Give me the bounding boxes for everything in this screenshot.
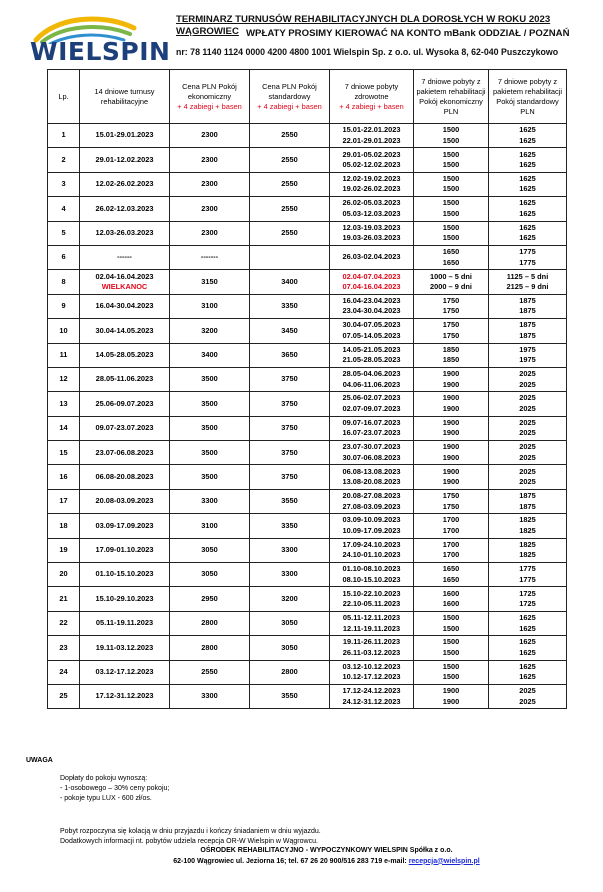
cell-package-eco: 1500 1500: [414, 636, 489, 660]
cell-package-std: 2025 2025: [489, 367, 567, 391]
cell-package-std: 2025 2025: [489, 684, 567, 708]
cell-turnus: 23.07-06.08.2023: [80, 441, 170, 465]
cell-lp: 13: [48, 392, 80, 416]
cell-package-eco: 1900 1900: [414, 392, 489, 416]
cell-price-std: 3750: [250, 416, 330, 440]
cell-package-std: 1775 1775: [489, 245, 567, 269]
cell-price-eco: 3100: [170, 514, 250, 538]
table-row: [48, 611, 567, 635]
cell-stays: 06.08-13.08.2023 13.08-20.08.2023: [330, 465, 414, 489]
cell-stays: 09.07-16.07.2023 16.07-23.07.2023: [330, 416, 414, 440]
cell-price-eco: 3100: [170, 294, 250, 318]
cell-price-std: 3750: [250, 367, 330, 391]
cell-turnus: 09.07-23.07.2023: [80, 416, 170, 440]
cell-lp: 5: [48, 221, 80, 245]
cell-package-std: 1875 1875: [489, 319, 567, 343]
cell-package-std: 1825 1825: [489, 538, 567, 562]
cell-package-eco: 1900 1900: [414, 441, 489, 465]
table-row: [48, 367, 567, 391]
cell-turnus: 14.05-28.05.2023: [80, 343, 170, 367]
cell-price-std: 3350: [250, 294, 330, 318]
cell-stays: 15.10-22.10.2023 22.10-05.11.2023: [330, 587, 414, 611]
cell-stays: 17.09-24.10.2023 24.10-01.10.2023: [330, 538, 414, 562]
cell-package-std: 2025 2025: [489, 416, 567, 440]
email-link[interactable]: recepcja@wielspin.pl: [408, 857, 480, 865]
cell-price-eco: 2300: [170, 124, 250, 148]
table-row: [48, 514, 567, 538]
cell-turnus: 05.11-19.11.2023: [80, 611, 170, 635]
cell-price-std: 3050: [250, 636, 330, 660]
table-row: [48, 197, 567, 221]
cell-lp: 3: [48, 172, 80, 196]
cell-price-eco: 3500: [170, 465, 250, 489]
table-row: [48, 684, 567, 708]
header-price-eco: Cena PLN Pokój ekonomiczny + 4 zabiegi + basen: [170, 70, 250, 124]
table-row: [48, 563, 567, 587]
cell-turnus: ------: [80, 245, 170, 269]
table-row: [48, 319, 567, 343]
cell-price-std: [250, 245, 330, 269]
cell-price-std: 2550: [250, 197, 330, 221]
cell-turnus: 25.06-09.07.2023: [80, 392, 170, 416]
footer: [60, 846, 593, 867]
cell-price-eco: 2550: [170, 660, 250, 684]
table-row: [48, 172, 567, 196]
cell-stays: 01.10-08.10.2023 08.10-15.10.2023: [330, 563, 414, 587]
cell-price-eco: 2300: [170, 197, 250, 221]
note-line: Dodatkowych informacji nt. pobytów udziela recepcja OR-W Wielspin w Wągrowcu.: [60, 838, 318, 845]
cell-package-std: 1625 1625: [489, 660, 567, 684]
cell-stays: 20.08-27.08.2023 27.08-03.09.2023: [330, 489, 414, 513]
cell-price-std: 3750: [250, 465, 330, 489]
cell-package-std: 1775 1775: [489, 563, 567, 587]
cell-stays: 03.09-10.09.2023 10.09-17.09.2023: [330, 514, 414, 538]
header-lp: Lp.: [48, 70, 80, 124]
table-row: [48, 660, 567, 684]
cell-package-eco: 1500 1500: [414, 197, 489, 221]
cell-stays: 23.07-30.07.2023 30.07-06.08.2023: [330, 441, 414, 465]
header-price-std: Cena PLN Pokój standardowy + 4 zabiegi + basen: [250, 70, 330, 124]
cell-turnus: 20.08-03.09.2023: [80, 489, 170, 513]
cell-package-std: 2025 2025: [489, 392, 567, 416]
cell-package-eco: 1600 1600: [414, 587, 489, 611]
footer-company: OŚRODEK REHABILITACYJNO - WYPOCZYNKOWY WIELSPIN Spółka z o.o.: [200, 847, 453, 854]
cell-price-eco: 3500: [170, 367, 250, 391]
cell-price-eco: 3200: [170, 319, 250, 343]
cell-price-std: 2800: [250, 660, 330, 684]
cell-package-std: 1725 1725: [489, 587, 567, 611]
cell-lp: 25: [48, 684, 80, 708]
table-row: [48, 294, 567, 318]
cell-package-std: 1825 1825: [489, 514, 567, 538]
cell-stays: 02.04-07.04.2023 07.04-16.04.2023: [330, 270, 414, 294]
cell-price-std: 3450: [250, 319, 330, 343]
cell-turnus: 16.04-30.04.2023: [80, 294, 170, 318]
table-row: [48, 221, 567, 245]
wielspin-logo: [30, 14, 171, 68]
cell-package-std: 1625 1625: [489, 172, 567, 196]
cell-price-std: 3350: [250, 514, 330, 538]
cell-package-std: 1625 1625: [489, 636, 567, 660]
cell-turnus: 03.12-17.12.2023: [80, 660, 170, 684]
cell-package-std: 1125 – 5 dni 2125 – 9 dni: [489, 270, 567, 294]
cell-lp: 19: [48, 538, 80, 562]
notes-surcharges: [60, 774, 169, 804]
cell-package-eco: 1000 – 5 dni 2000 – 9 dni: [414, 270, 489, 294]
cell-stays: 05.11-12.11.2023 12.11-19.11.2023: [330, 611, 414, 635]
cell-price-eco: 3050: [170, 538, 250, 562]
cell-turnus: 15.01-29.01.2023: [80, 124, 170, 148]
cell-package-eco: 1900 1900: [414, 465, 489, 489]
cell-stays: 26.03-02.04.2023: [330, 245, 414, 269]
table-row: [48, 465, 567, 489]
cell-package-std: 1625 1625: [489, 124, 567, 148]
cell-turnus: 01.10-15.10.2023: [80, 563, 170, 587]
table-row: [48, 538, 567, 562]
cell-package-eco: 1850 1850: [414, 343, 489, 367]
footer-contact: 62-100 Wągrowiec ul. Jeziorna 16; tel. 67 26 20 900/516 283 719 e-mail: recepcja@wielspin.pl: [173, 857, 480, 865]
cell-price-eco: 2300: [170, 221, 250, 245]
cell-price-eco: 2800: [170, 636, 250, 660]
table-row: [48, 636, 567, 660]
cell-price-eco: 3300: [170, 489, 250, 513]
cell-price-std: 3050: [250, 611, 330, 635]
cell-price-std: 3650: [250, 343, 330, 367]
cell-package-std: 1625 1625: [489, 611, 567, 635]
header-stays: 7 dniowe pobyty zdrowotne + 4 zabiegi + basen: [330, 70, 414, 124]
logo-wordmark: WIELSPIN: [30, 37, 171, 66]
cell-lp: 22: [48, 611, 80, 635]
cell-lp: 10: [48, 319, 80, 343]
cell-price-eco: 3500: [170, 416, 250, 440]
cell-price-std: 3550: [250, 489, 330, 513]
cell-price-std: 3400: [250, 270, 330, 294]
cell-price-eco: 3050: [170, 563, 250, 587]
cell-price-std: 3550: [250, 684, 330, 708]
cell-stays: 15.01-22.01.2023 22.01-29.01.2023: [330, 124, 414, 148]
cell-stays: 16.04-23.04.2023 23.04-30.04.2023: [330, 294, 414, 318]
cell-lp: 4: [48, 197, 80, 221]
table-row: [48, 343, 567, 367]
cell-stays: 17.12-24.12.2023 24.12-31.12.2023: [330, 684, 414, 708]
cell-lp: 1: [48, 124, 80, 148]
cell-lp: 24: [48, 660, 80, 684]
cell-package-eco: 1650 1650: [414, 563, 489, 587]
cell-package-eco: 1900 1900: [414, 416, 489, 440]
cell-package-eco: 1700 1700: [414, 514, 489, 538]
payment-info: WPŁATY PROSIMY KIEROWAĆ NA KONTO mBank ODDZIAŁ / POZNAŃ: [246, 28, 570, 39]
cell-package-std: 1625 1625: [489, 221, 567, 245]
cell-package-std: 2025 2025: [489, 465, 567, 489]
cell-turnus: 29.01-12.02.2023: [80, 148, 170, 172]
cell-turnus: 28.05-11.06.2023: [80, 367, 170, 391]
cell-turnus: 15.10-29.10.2023: [80, 587, 170, 611]
cell-package-eco: 1500 1500: [414, 660, 489, 684]
cell-turnus: 17.12-31.12.2023: [80, 684, 170, 708]
cell-package-eco: 1900 1900: [414, 367, 489, 391]
table-row: [48, 392, 567, 416]
cell-package-eco: 1500 1500: [414, 611, 489, 635]
cell-stays: 30.04-07.05.2023 07.05-14.05.2023: [330, 319, 414, 343]
cell-package-std: 1875 1875: [489, 294, 567, 318]
cell-price-eco: 3400: [170, 343, 250, 367]
cell-turnus: 02.04-16.04.2023 WIELKANOC: [80, 270, 170, 294]
cell-lp: 21: [48, 587, 80, 611]
table-row: [48, 587, 567, 611]
cell-package-eco: 1500 1500: [414, 221, 489, 245]
cell-stays: 19.11-26.11.2023 26.11-03.12.2023: [330, 636, 414, 660]
cell-lp: 8: [48, 270, 80, 294]
cell-stays: 28.05-04.06.2023 04.06-11.06.2023: [330, 367, 414, 391]
table-row: [48, 416, 567, 440]
table-row: [48, 124, 567, 148]
schedule-table: [47, 69, 567, 709]
cell-stays: 29.01-05.02.2023 05.02-12.02.2023: [330, 148, 414, 172]
cell-package-eco: 1650 1650: [414, 245, 489, 269]
cell-lp: 11: [48, 343, 80, 367]
cell-package-eco: 1700 1700: [414, 538, 489, 562]
document-title: TERMINARZ TURNUSÓW REHABILITACYJNYCH DLA DOROSŁYCH W ROKU 2023 WĄGROWIEC: [176, 14, 551, 37]
cell-package-eco: 1750 1750: [414, 489, 489, 513]
notes-stay-info: [60, 827, 321, 847]
cell-package-eco: 1750 1750: [414, 294, 489, 318]
cell-price-eco: 3300: [170, 684, 250, 708]
cell-package-eco: 1500 1500: [414, 172, 489, 196]
cell-price-eco: 3500: [170, 441, 250, 465]
cell-package-eco: 1500 1500: [414, 124, 489, 148]
cell-lp: 9: [48, 294, 80, 318]
note-line: - 1-osobowego – 30% ceny pokoju;: [60, 785, 170, 792]
cell-turnus: 06.08-20.08.2023: [80, 465, 170, 489]
cell-package-eco: 1900 1900: [414, 684, 489, 708]
cell-price-std: 3300: [250, 538, 330, 562]
cell-stays: 03.12-10.12.2023 10.12-17.12.2023: [330, 660, 414, 684]
table-row: [48, 441, 567, 465]
cell-package-std: 1625 1625: [489, 148, 567, 172]
cell-price-eco: 2950: [170, 587, 250, 611]
cell-price-eco: 3500: [170, 392, 250, 416]
cell-price-eco: 2300: [170, 148, 250, 172]
cell-lp: 17: [48, 489, 80, 513]
cell-price-std: 2550: [250, 221, 330, 245]
cell-lp: 15: [48, 441, 80, 465]
cell-price-eco: -------: [170, 245, 250, 269]
cell-price-std: 3750: [250, 441, 330, 465]
account-number: nr: 78 1140 1124 0000 4200 4800 1001 Wielspin Sp. z o.o. ul. Wysoka 8, 62-040 Puszczykowo: [176, 47, 559, 57]
cell-turnus: 17.09-01.10.2023: [80, 538, 170, 562]
cell-lp: 20: [48, 563, 80, 587]
cell-turnus: 30.04-14.05.2023: [80, 319, 170, 343]
cell-price-std: 3300: [250, 563, 330, 587]
cell-turnus: 19.11-03.12.2023: [80, 636, 170, 660]
cell-price-std: 2550: [250, 172, 330, 196]
cell-lp: 2: [48, 148, 80, 172]
cell-turnus: 03.09-17.09.2023: [80, 514, 170, 538]
cell-package-eco: 1750 1750: [414, 319, 489, 343]
header-package-eco: 7 dniowe pobyty z pakietem rehabilitacji Pokój ekonomiczny PLN: [414, 70, 489, 124]
cell-package-eco: 1500 1500: [414, 148, 489, 172]
cell-price-eco: 2800: [170, 611, 250, 635]
cell-lp: 12: [48, 367, 80, 391]
cell-package-std: 1625 1625: [489, 197, 567, 221]
note-line: - pokoje typu LUX - 600 zł/os.: [60, 795, 152, 802]
table-row: [48, 489, 567, 513]
cell-price-std: 2550: [250, 148, 330, 172]
cell-lp: 6: [48, 245, 80, 269]
cell-lp: 16: [48, 465, 80, 489]
cell-package-std: 1975 1975: [489, 343, 567, 367]
cell-turnus: 12.02-26.02.2023: [80, 172, 170, 196]
cell-price-std: 3750: [250, 392, 330, 416]
notes-label: UWAGA: [26, 757, 53, 764]
cell-price-std: 3200: [250, 587, 330, 611]
cell-stays: 12.03-19.03.2023 19.03-26.03.2023: [330, 221, 414, 245]
cell-lp: 18: [48, 514, 80, 538]
cell-price-std: 2550: [250, 124, 330, 148]
table-header-row: [48, 70, 567, 124]
cell-price-eco: 3150: [170, 270, 250, 294]
table-row: [48, 245, 567, 269]
cell-package-std: 2025 2025: [489, 441, 567, 465]
header-package-std: 7 dniowe pobyty z pakietem rehabilitacji Pokój standardowy PLN: [489, 70, 567, 124]
header-turnusy: 14 dniowe turnusy rehabilitacyjne: [80, 70, 170, 124]
table-row: [48, 148, 567, 172]
cell-turnus: 26.02-12.03.2023: [80, 197, 170, 221]
cell-price-eco: 2300: [170, 172, 250, 196]
cell-lp: 14: [48, 416, 80, 440]
note-line: Dopłaty do pokoju wynoszą:: [60, 775, 148, 782]
cell-stays: 26.02-05.03.2023 05.03-12.03.2023: [330, 197, 414, 221]
table-row: [48, 270, 567, 294]
cell-stays: 25.06-02.07.2023 02.07-09.07.2023: [330, 392, 414, 416]
cell-lp: 23: [48, 636, 80, 660]
note-line: Pobyt rozpoczyna się kolacją w dniu przyjazdu i kończy śniadaniem w dniu wyjazdu.: [60, 828, 321, 835]
cell-stays: 14.05-21.05.2023 21.05-28.05.2023: [330, 343, 414, 367]
cell-turnus: 12.03-26.03.2023: [80, 221, 170, 245]
cell-package-std: 1875 1875: [489, 489, 567, 513]
cell-stays: 12.02-19.02.2023 19.02-26.02.2023: [330, 172, 414, 196]
